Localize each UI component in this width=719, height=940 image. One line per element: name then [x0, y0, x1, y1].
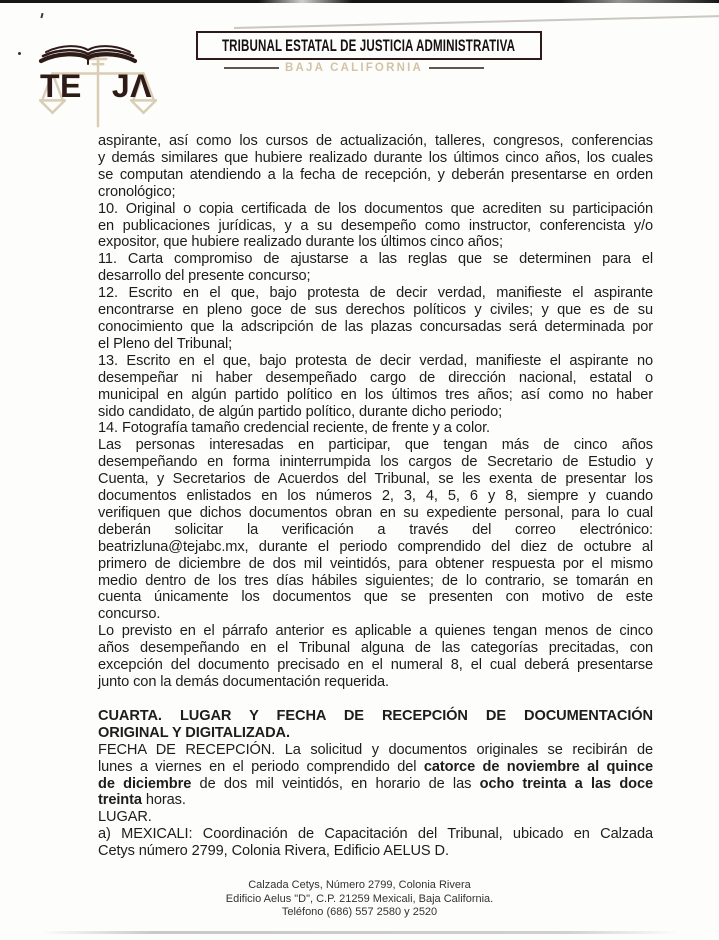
text-line: desarrollo del presente concurso;: [98, 268, 311, 285]
paragraph: [98, 285, 653, 353]
subtitle-rule-left: [224, 67, 279, 69]
text-line: FECHA DE RECEPCIÓN. La solicitud y documentos originales se recibirán de: [98, 741, 653, 758]
scan-artifact-dot: [18, 52, 21, 55]
paragraph: [98, 623, 653, 691]
institution-subtitle-row: [224, 62, 484, 74]
paragraph: [98, 708, 653, 742]
open-book-icon: [38, 42, 138, 68]
logo-letters-ja: JΛ: [111, 68, 152, 104]
text-line: junto con la demás documentación requerida.: [98, 674, 390, 690]
scan-artifact-diagonal-line: [234, 15, 719, 28]
text-line: desempeñar ni haber desempeñado cargo de dirección nacional, estatal o: [98, 369, 653, 386]
text-line: expositor, que hubiere realizado durante los últimos cinco años;: [98, 234, 503, 251]
paragraph: [98, 133, 653, 201]
text-line: Las personas interesadas en participar, que tengan más de cinco años: [98, 437, 653, 454]
text-line: 13. Escrito en el que, bajo protesta de decir verdad, manifieste el aspirante no: [98, 352, 653, 369]
text-line: encontrarse en pleno goce de sus derechos políticos y civiles; y que es de su: [98, 302, 653, 319]
paragraph: [98, 809, 653, 826]
institution-title: TRIBUNAL ESTATAL DE JUSTICIA ADMINISTRATIVA: [222, 35, 516, 55]
scan-artifact-top-line: [0, 0, 719, 3]
scan-artifact-tick: [40, 13, 43, 18]
paragraph: [98, 742, 653, 810]
text-line: lunes a viernes en el periodo comprendido del catorce de noviembre al quince: [98, 758, 653, 775]
text-line: en publicaciones jurídicas, y a su desempeño como instructor, conferencista y/o: [98, 217, 653, 234]
text-line: documentos enlistados en los números 2, 3, 4, 5, 6 y 8, siempre y cuando: [98, 488, 653, 505]
text-line: a) MEXICALI: Coordinación de Capacitación del Tribunal, ubicado en Calzada: [98, 826, 653, 843]
page-footer: [0, 879, 719, 920]
text-line: municipal en algún partido político en los últimos tres años; así como no haber: [98, 386, 653, 403]
text-line: y demás similares que hubiere realizado durante los últimos cinco años, los cuales: [98, 149, 653, 166]
text-line: CUARTA. LUGAR Y FECHA DE RECEPCIÓN DE DOCUMENTACIÓN: [98, 707, 653, 724]
text-line: Lo previsto en el párrafo anterior es aplicable a quienes tengan menos de cinco: [98, 623, 653, 640]
text-line: concurso.: [98, 606, 161, 623]
text-line: 14. Fotografía tamaño credencial reciente, de frente y a color.: [98, 420, 491, 437]
document-body: [98, 133, 653, 860]
text-line: años desempeñando en el Tribunal alguna de las categorías precitadas, con: [98, 640, 653, 657]
text-line: verifiquen que dichos documentos obran en su expediente personal, para lo cual: [98, 504, 653, 521]
text-line: treinta horas.: [98, 792, 186, 809]
paragraph: [98, 353, 653, 421]
teja-logo: [38, 42, 158, 138]
text-line: de diciembre de dos mil veintidós, en horario de las ocho treinta a las doce: [98, 775, 653, 792]
text-line: Cetys número 2799, Colonia Rivera, Edificio AELUS D.: [98, 843, 449, 860]
text-line: aspirante, así como los cursos de actualización, talleres, congresos, conferencias: [98, 133, 653, 149]
text-line: LUGAR.: [98, 809, 152, 826]
paragraph: [98, 251, 653, 285]
footer-line: Calzada Cetys, Número 2799, Colonia Rivera: [248, 879, 471, 891]
text-line: Cuenta, y Secretarios de Acuerdos del Tribunal, se les exenta de presentar los: [98, 471, 653, 488]
text-line: conocimiento que la adscripción de las plazas concursadas será determinada por: [98, 318, 653, 335]
text-line: medio dentro de los tres días hábiles siguientes; de lo contrario, se tomarán en: [98, 572, 653, 589]
subtitle-rule-right: [429, 67, 484, 69]
institution-subtitle: BAJA CALIFORNIA: [285, 62, 423, 74]
text-line: desempeñando en forma ininterrumpida los cargos de Secretario de Estudio y: [98, 454, 653, 471]
paragraph: [98, 420, 653, 437]
text-line: deberán solicitar la verificación a través del correo electrónico:: [98, 521, 653, 538]
text-line: beatrizluna@tejabc.mx, durante el periodo comprendido del diez de octubre al: [98, 538, 653, 555]
text-line: 10. Original o copia certificada de los documentos que acrediten su participación: [98, 200, 653, 217]
institution-title-box: [196, 31, 542, 60]
text-line: excepción del documento precisado en el numeral 8, el cual deberá presentarse: [98, 657, 653, 674]
text-line: 12. Escrito en el que, bajo protesta de decir verdad, manifieste el aspirante: [98, 285, 653, 302]
scan-artifact-bottom-smudge: [40, 931, 679, 934]
logo-letters-te: TE: [40, 68, 82, 104]
text-line: ORIGINAL Y DIGITALIZADA.: [98, 724, 290, 741]
paragraph: [98, 826, 653, 860]
footer-line: Edificio Aelus "D", C.P. 21259 Mexicali, Baja California.: [225, 892, 494, 905]
text-line: 11. Carta compromiso de ajustarse a las reglas que se determinen para el: [98, 251, 653, 268]
paragraph: [98, 201, 653, 252]
text-line: cuenta únicamente los documentos que se presenten con motivo de este: [98, 589, 653, 606]
text-line: se computan atendiendo a la fecha de recepción, y deberán presentarse en orden: [98, 166, 653, 183]
footer-line: Teléfono (686) 557 2580 y 2520: [281, 906, 438, 918]
text-line: el Pleno del Tribunal;: [98, 335, 233, 352]
text-line: primero de diciembre de dos mil veintidós, para obtener respuesta por el mismo: [98, 555, 653, 572]
paragraph: [98, 437, 653, 623]
text-line: sido candidato, de algún partido político, durante dicho periodo;: [98, 403, 503, 420]
logo-letters: [40, 70, 152, 102]
text-line: cronológico;: [98, 183, 176, 200]
